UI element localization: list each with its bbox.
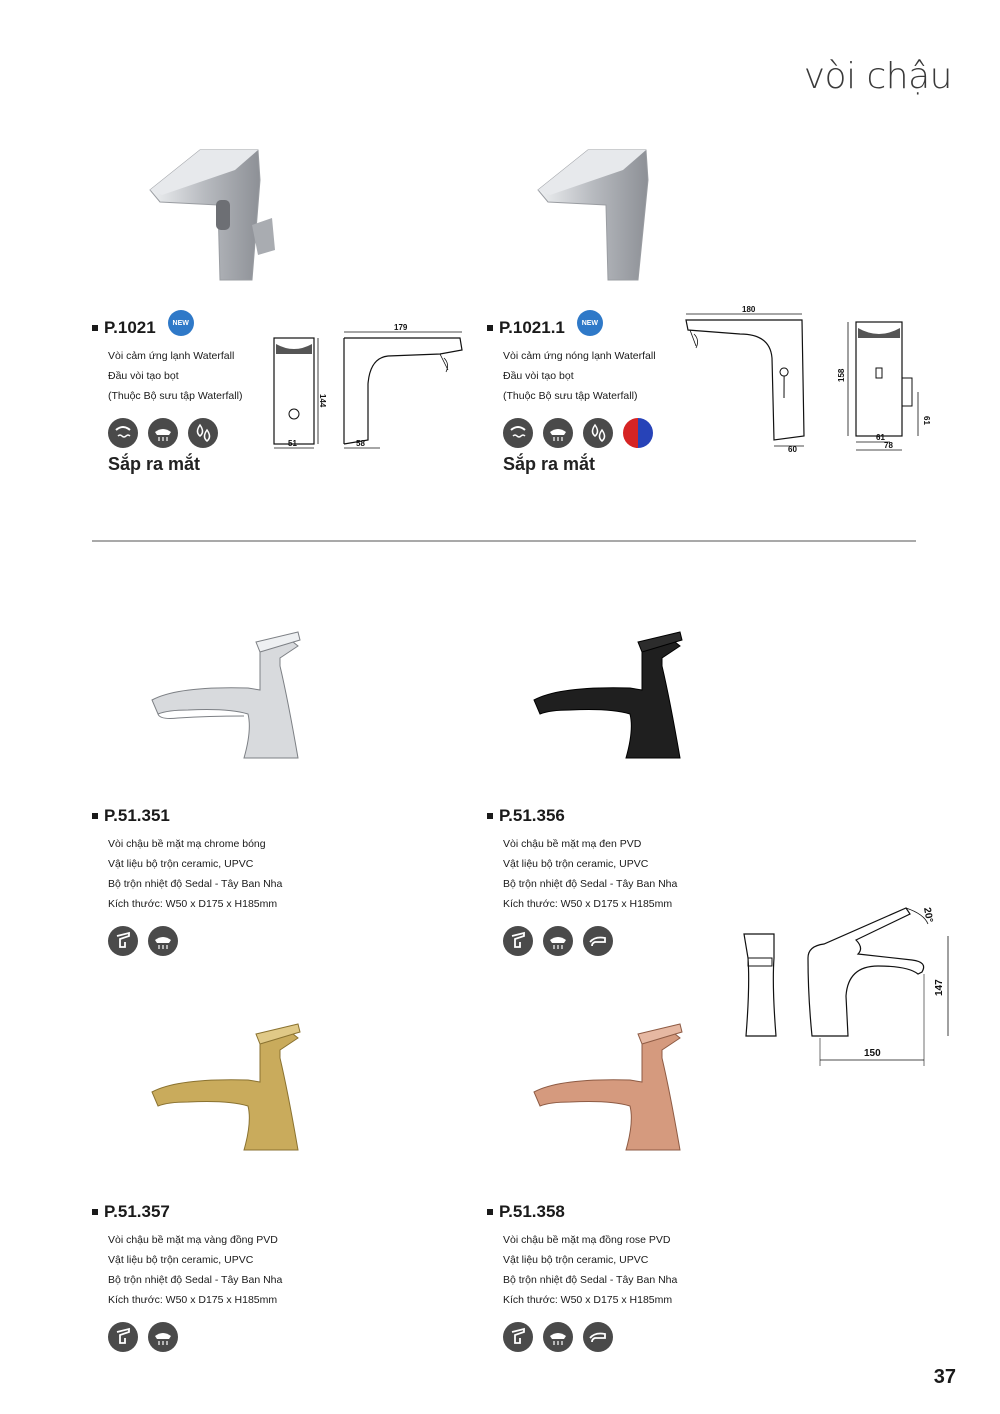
product-desc-line: (Thuộc Bộ sưu tập Waterfall) [503, 390, 638, 402]
single-lever-icon [108, 1322, 138, 1352]
product-code: P.51.351 [104, 806, 170, 825]
dimension-base: 60 [788, 445, 797, 454]
product-desc-line: Vòi chậu bề mặt mạ đồng rose PVD [503, 1234, 671, 1246]
section-divider [92, 540, 916, 542]
product-photo-p1021 [140, 140, 280, 285]
sensor-water-icon [108, 418, 138, 448]
spout-icon [583, 1322, 613, 1352]
bullet-icon [487, 813, 493, 819]
dimension-angle: 20° [921, 906, 935, 924]
aerator-icon [543, 1322, 573, 1352]
product-desc-line: Vật liệu bộ trộn ceramic, UPVC [108, 858, 254, 870]
product-desc-line: (Thuộc Bộ sưu tập Waterfall) [108, 390, 243, 402]
technical-drawing-p1021-1 [680, 306, 930, 456]
product-photo-p51-351 [148, 630, 308, 765]
bullet-icon [92, 813, 98, 819]
page-title: vòi chậu [803, 56, 952, 97]
spout-icon [583, 926, 613, 956]
dimension-side-offset: 61 [922, 416, 931, 425]
single-lever-icon [503, 926, 533, 956]
aerator-icon [543, 926, 573, 956]
product-desc-line: Vòi cảm ứng nóng lạnh Waterfall [503, 350, 656, 362]
technical-drawing-p1021 [268, 324, 468, 454]
status-coming-soon: Sắp ra mắt [108, 454, 201, 474]
dimension-base-front: 61 [876, 433, 885, 442]
water-drops-icon [188, 418, 218, 448]
aerator-icon [543, 418, 573, 448]
aerator-icon [148, 418, 178, 448]
product-desc-line: Bộ trộn nhiệt độ Sedal - Tây Ban Nha [503, 878, 678, 890]
product-p51-358 [487, 1202, 747, 1352]
dimension-width: 180 [742, 305, 756, 314]
single-lever-icon [503, 1322, 533, 1352]
product-desc-line: Đầu vòi tạo bọt [108, 370, 179, 382]
product-photo-p51-356 [530, 630, 690, 765]
single-lever-icon [108, 926, 138, 956]
product-p1021 [92, 318, 272, 475]
product-desc-line: Vòi chậu bề mặt mạ vàng đồng PVD [108, 1234, 278, 1246]
product-code: P.1021.1 [499, 318, 565, 337]
product-desc-line: Kích thước: W50 x D175 x H185mm [108, 1294, 278, 1306]
product-desc-line: Đầu vòi tạo bọt [503, 370, 574, 382]
bullet-icon [487, 1209, 493, 1215]
product-p51-351 [92, 806, 352, 956]
product-code: P.51.357 [104, 1202, 170, 1221]
product-desc-line: Vật liệu bộ trộn ceramic, UPVC [503, 858, 649, 870]
product-p51-357 [92, 1202, 352, 1352]
dimension-height: 158 [837, 368, 846, 382]
dimension-width: 179 [394, 323, 408, 332]
product-p1021-1 [487, 318, 687, 475]
product-code: P.51.356 [499, 806, 565, 825]
new-badge-icon: NEW [577, 310, 603, 336]
product-desc-line: Kích thước: W50 x D175 x H185mm [108, 898, 278, 910]
dimension-height: 147 [934, 979, 945, 996]
bullet-icon [92, 1209, 98, 1215]
bullet-icon [92, 325, 98, 331]
aerator-icon [148, 1322, 178, 1352]
dimension-base-side: 78 [884, 441, 893, 450]
dimension-base-front: 51 [288, 439, 297, 448]
product-photo-p51-357 [148, 1022, 308, 1157]
sensor-water-icon [503, 418, 533, 448]
product-desc-line: Vật liệu bộ trộn ceramic, UPVC [108, 1254, 254, 1266]
water-drops-icon [583, 418, 613, 448]
product-desc-line: Bộ trộn nhiệt độ Sedal - Tây Ban Nha [108, 878, 283, 890]
product-desc-line: Vòi chậu bề mặt mạ chrome bóng [108, 838, 266, 850]
status-coming-soon: Sắp ra mắt [503, 454, 596, 474]
technical-drawing-p51 [738, 896, 960, 1068]
bullet-icon [487, 325, 493, 331]
product-desc-line: Vòi cảm ứng lạnh Waterfall [108, 350, 235, 362]
product-desc-line: Kích thước: W50 x D175 x H185mm [503, 1294, 673, 1306]
product-desc-line: Bộ trộn nhiệt độ Sedal - Tây Ban Nha [108, 1274, 283, 1286]
dimension-height: 144 [318, 394, 327, 408]
product-desc-line: Vòi chậu bề mặt mạ đen PVD [503, 838, 642, 850]
dimension-width: 150 [864, 1048, 881, 1059]
product-desc-line: Vật liệu bộ trộn ceramic, UPVC [503, 1254, 649, 1266]
product-code: P.1021 [104, 318, 156, 337]
product-desc-line: Bộ trộn nhiệt độ Sedal - Tây Ban Nha [503, 1274, 678, 1286]
new-badge-icon: NEW [168, 310, 194, 336]
product-photo-p1021-1 [530, 140, 660, 285]
product-code: P.51.358 [499, 1202, 565, 1221]
product-desc-line: Kích thước: W50 x D175 x H185mm [503, 898, 673, 910]
hot-cold-icon [623, 418, 653, 448]
page-number: 37 [933, 1366, 956, 1388]
product-p51-356 [487, 806, 747, 956]
product-photo-p51-358 [530, 1022, 690, 1157]
aerator-icon [148, 926, 178, 956]
dimension-base-side: 58 [356, 439, 365, 448]
